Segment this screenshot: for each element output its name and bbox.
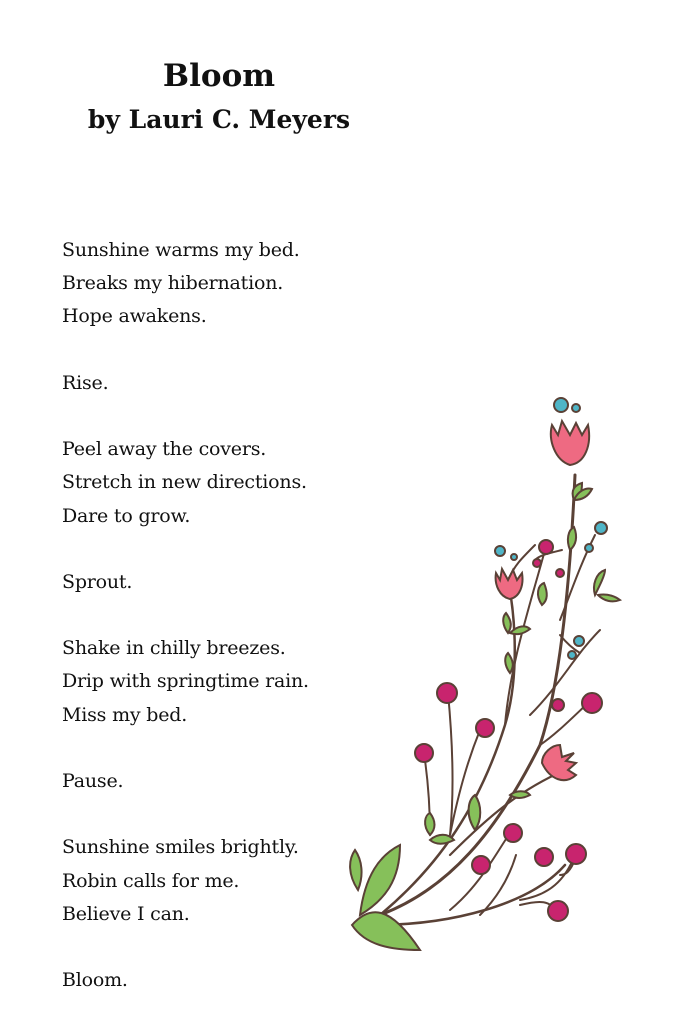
poem-body [62,234,309,997]
leaf [505,653,513,673]
leaf [360,845,400,915]
stanza-break [62,533,309,566]
leaf [568,527,576,550]
berry [535,848,553,866]
berry [437,683,457,703]
poem-line: Sprout. [62,570,133,593]
poem-line: Sunshine smiles brightly. [62,836,299,859]
berry [415,744,433,762]
poem-line: Robin calls for me. [62,869,240,892]
poem-line: Drip with springtime rain. [62,670,309,693]
poem-line: Stretch in new directions. [62,471,307,494]
berry [533,559,541,567]
bud [568,651,576,659]
poem-line: Sunshine warms my bed. [62,239,300,261]
poem-line: Bloom. [62,969,128,992]
leaf [425,813,434,835]
bud [585,544,593,552]
stem [448,693,453,835]
leaf [430,835,454,844]
stanza-break [62,334,309,367]
leaf [352,912,420,950]
leaf [598,594,620,601]
poem-title: Bloom [162,58,276,94]
stanza-break [62,400,309,433]
poem-line: Believe I can. [62,902,190,925]
leaf [350,850,361,890]
bud [574,636,584,646]
berry [472,856,490,874]
stanza-break [62,931,309,964]
poem-line: Breaks my hibernation. [62,272,284,295]
leaf [503,613,511,633]
berry [556,569,564,577]
stanza-break [62,732,309,765]
flower-branch-illustration [330,385,630,965]
poem-author: by Lauri C. Meyers [87,105,351,134]
poem-line: Shake in chilly breezes. [62,637,286,660]
berry [476,719,494,737]
stem [380,580,515,915]
leaf [594,570,605,595]
poem-line: Dare to grow. [62,504,191,527]
poem-line: Hope awakens. [62,305,207,328]
leaf [469,795,481,830]
berry [548,901,568,921]
poem-line: Pause. [62,770,124,792]
bud [554,398,568,412]
stanza-break [62,599,309,632]
berry [539,540,553,554]
berry [552,699,564,711]
bud [511,554,517,560]
poem-line: Rise. [62,371,109,394]
berry [582,693,602,713]
tulip-flower [551,421,589,465]
tulip-flower [496,569,523,599]
leaf [510,791,530,798]
poem-line: Miss my bed. [62,703,188,726]
berry [504,824,522,842]
poem-line: Peel away the covers. [62,438,267,461]
tulip-flower [542,745,576,780]
stanza-break [62,798,309,831]
bud [572,404,580,412]
leaf [538,583,547,605]
berry [566,844,586,864]
bud [495,546,505,556]
bud [595,522,607,534]
